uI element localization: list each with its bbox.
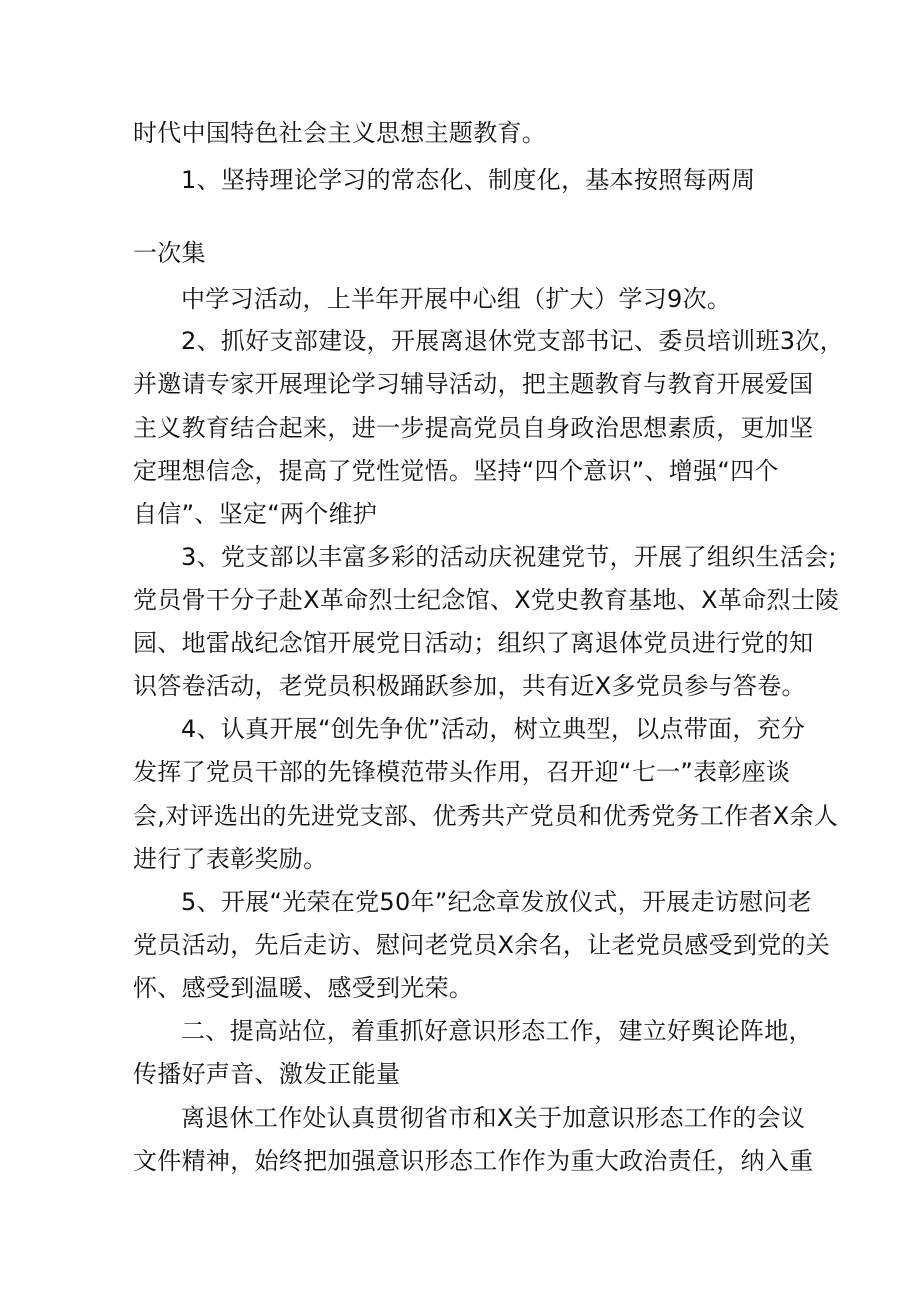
paragraph-line: 1、坚持理论学习的常态化、制度化，基本按照每两周 xyxy=(181,166,756,194)
paragraph-line: 5、开展“光荣在党50年”纪念章发放仪式，开展走访慰问老 xyxy=(181,888,813,916)
paragraph-line: 文件精神，始终把加强意识形态工作作为重大政治责任，纳入重 xyxy=(133,1147,814,1175)
paragraph-line: 党员活动，先后走访、慰问老党员X余名，让老党员感受到党的关 xyxy=(133,931,831,959)
paragraph-line: 定理想信念，提高了党性觉悟。坚持“四个意识”、增强“四个 xyxy=(133,457,779,485)
paragraph-line: 进行了表彰奖励。 xyxy=(133,845,328,873)
paragraph-line: 4、认真开展“创先争优”活动，树立典型，以点带面，充分 xyxy=(181,715,806,743)
paragraph-line: 党员骨干分子赴X革命烈士纪念馆、X党史教育基地、X革命烈士陵 xyxy=(133,586,840,614)
paragraph-line: 时代中国特色社会主义思想主题教育。 xyxy=(133,119,547,147)
paragraph-line: 传播好声音、激发正能量 xyxy=(133,1060,401,1088)
paragraph-line: 识答卷活动，老党员积极踊跃参加，共有近X多党员参与答卷。 xyxy=(133,672,806,700)
paragraph-line: 离退休工作处认真贯彻省市和X关于加意识形态工作的会议 xyxy=(181,1104,806,1132)
paragraph-line: 2、抓好支部建设，开展离退休党支部书记、委员培训班3次， xyxy=(181,327,844,355)
paragraph-line: 3、党支部以丰富多彩的活动庆祝建党节，开展了组织生活会; xyxy=(181,543,837,571)
paragraph-line: 并邀请专家开展理论学习辅导活动，把主题教育与教育开展爱国 xyxy=(133,370,814,398)
paragraph-line: 发挥了党员干部的先锋模范带头作用，召开迎“七一”表彰座谈 xyxy=(133,758,791,786)
paragraph-line: 二、提高站位，着重抓好意识形态工作，建立好舆论阵地， xyxy=(181,1017,813,1045)
paragraph-line: 中学习活动，上半年开展中心组（扩大）学习9次。 xyxy=(181,285,732,313)
paragraph-line: 一次集 xyxy=(133,239,206,267)
paragraph-line: 园、地雷战纪念馆开展党日活动；组织了离退体党员进行党的知 xyxy=(133,629,814,657)
paragraph-line: 怀、感受到温暖、感受到光荣。 xyxy=(133,974,474,1002)
paragraph-line: 自信”、坚定“两个维护 xyxy=(133,500,378,528)
paragraph-line: 主义教育结合起来，进一步提高党员自身政治思想素质，更加坚 xyxy=(133,414,814,442)
paragraph-line: 会,对评选出的先进党支部、优秀共产党员和优秀党务工作者X余人 xyxy=(133,802,839,830)
